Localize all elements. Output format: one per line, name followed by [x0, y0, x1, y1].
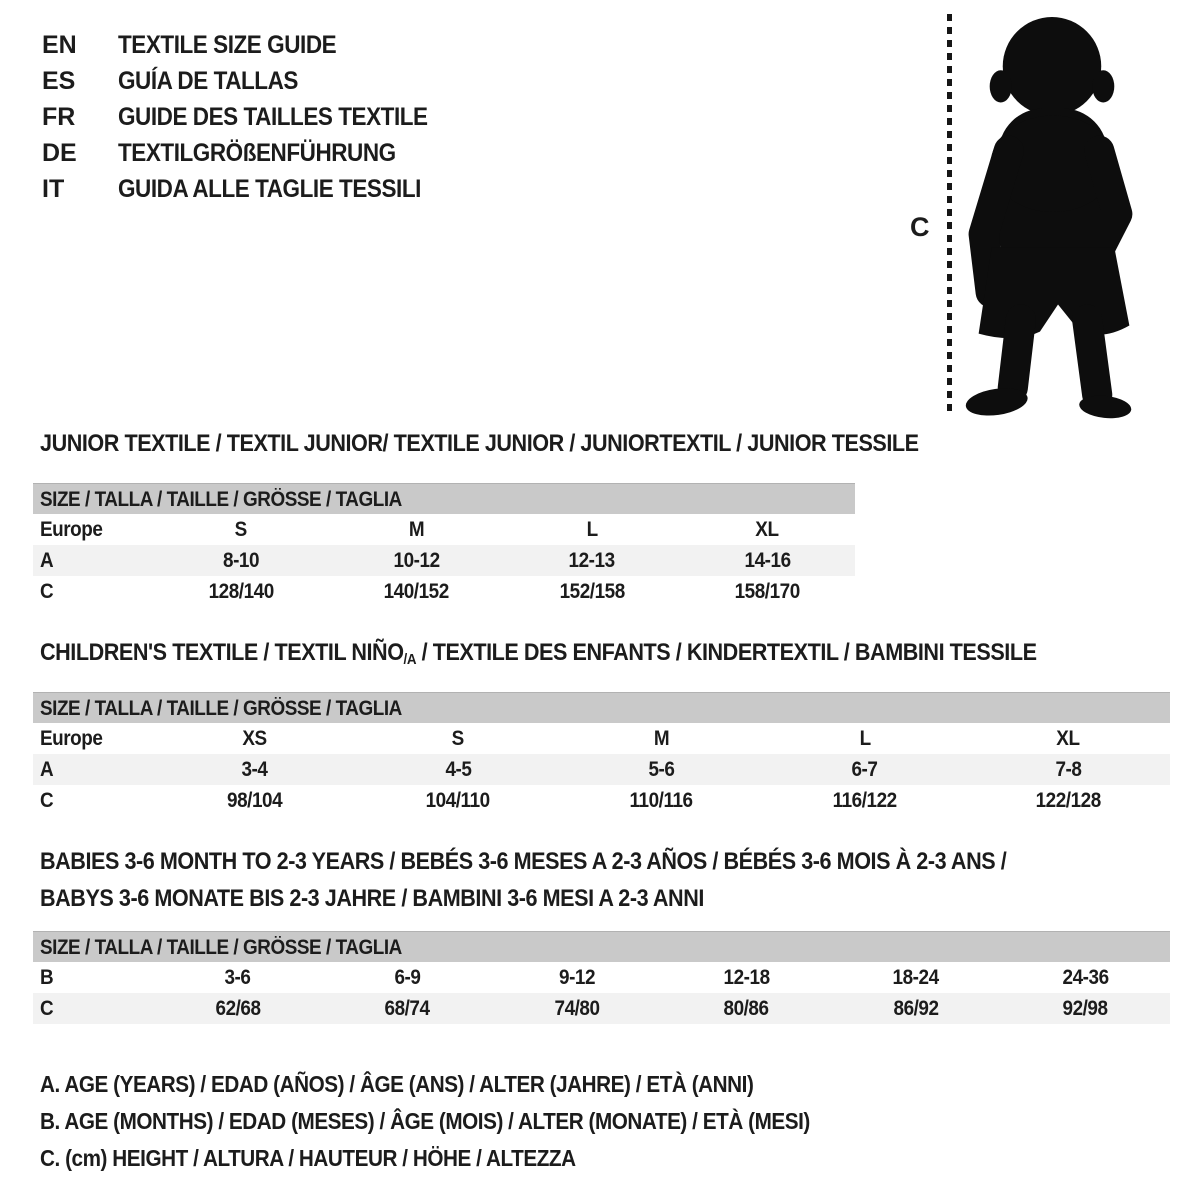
language-title: GUIDA ALLE TAGLIE TESSILI — [118, 174, 421, 203]
table-cell-text: 7-8 — [1055, 758, 1082, 781]
table-cell — [153, 514, 329, 545]
table-row — [33, 754, 1170, 785]
table-cell — [329, 514, 505, 545]
table-cell — [153, 754, 356, 785]
size-header-bar — [33, 692, 1170, 723]
title-segment: BABIES 3-6 MONTH TO 2-3 YEARS / BEBÉS 3-6 MESES A 2-3 AÑOS / BÉBÉS 3-6 MOIS À 2-3 ANS / — [40, 848, 1007, 875]
table-cell-text: 6-9 — [394, 966, 421, 989]
table-cell — [763, 754, 966, 785]
table-cell-text: 3-6 — [224, 966, 251, 989]
language-row — [42, 27, 462, 63]
table-cell-text: 116/122 — [832, 789, 897, 812]
table-cell — [680, 576, 856, 607]
row-label — [33, 785, 153, 816]
table-cell-text: 86/92 — [893, 997, 939, 1020]
size-header-text: SIZE / TALLA / TAILLE / GRÖSSE / TAGLIA — [40, 697, 402, 720]
row-label — [33, 993, 153, 1024]
table-cell — [967, 723, 1170, 754]
table-cell-text: S — [234, 518, 247, 541]
junior-table-title — [40, 425, 1016, 462]
table-cell-text: 122/128 — [1035, 789, 1101, 812]
table-cell — [153, 785, 356, 816]
table-cell — [504, 576, 680, 607]
table-cell-text: 4-5 — [445, 758, 472, 781]
table-cell-text: 18-24 — [892, 966, 939, 989]
table-cell-text: 98/104 — [227, 789, 283, 812]
legend-line — [40, 1066, 895, 1103]
table-row — [33, 514, 855, 545]
table-cell-text: 74/80 — [554, 997, 600, 1020]
table-cell — [329, 576, 505, 607]
babies-table-title — [40, 843, 1114, 917]
row-label — [33, 723, 153, 754]
table-cell — [662, 993, 832, 1024]
table-cell — [504, 514, 680, 545]
section-title-line — [40, 880, 1114, 917]
table-cell — [831, 962, 1001, 993]
legend-line-text: B. AGE (MONTHS) / EDAD (MESES) / ÂGE (MOIS) / ALTER (MONATE) / ETÀ (MESI) — [40, 1108, 810, 1134]
table-cell — [662, 962, 832, 993]
language-title: TEXTILGRÖßENFÜHRUNG — [118, 138, 396, 167]
row-label — [33, 545, 153, 576]
language-title: TEXTILE SIZE GUIDE — [118, 30, 337, 59]
language-title: GUÍA DE TALLAS — [118, 66, 298, 95]
section-title-line — [40, 425, 1016, 462]
figure-measure-label: C — [910, 212, 930, 242]
table-cell-text: XS — [242, 727, 267, 750]
language-title: GUIDE DES TAILLES TEXTILE — [118, 102, 428, 131]
legend-line — [40, 1140, 895, 1177]
table-cell-text: XL — [1056, 727, 1080, 750]
table-cell-text: L — [586, 518, 598, 541]
table-cell — [323, 993, 493, 1024]
language-row — [42, 171, 462, 207]
table-cell — [356, 754, 559, 785]
table-cell-text: S — [452, 727, 465, 750]
table-cell-text: 158/170 — [734, 580, 800, 603]
section-title-line — [40, 634, 1147, 671]
section-title-text — [40, 843, 1006, 880]
baby-silhouette-icon — [958, 8, 1150, 420]
language-code: EN — [42, 30, 77, 59]
table-cell — [1001, 993, 1171, 1024]
table-cell-text: L — [859, 727, 871, 750]
size-header-bar — [33, 931, 1170, 962]
table-cell — [1001, 962, 1171, 993]
junior-size-table — [33, 483, 855, 607]
table-cell — [560, 754, 763, 785]
row-label-text: Europe — [40, 518, 103, 541]
table-cell — [323, 962, 493, 993]
table-row — [33, 993, 1170, 1024]
table-cell-text: 104/110 — [426, 789, 491, 812]
table-cell — [680, 545, 856, 576]
row-label-text: Europe — [40, 727, 103, 750]
title-segment: CHILDREN'S TEXTILE / TEXTIL NIÑO — [40, 639, 404, 666]
table-cell-text: 6-7 — [851, 758, 878, 781]
row-label — [33, 514, 153, 545]
table-cell-text: 14-16 — [744, 549, 791, 572]
row-label-text: B — [40, 966, 54, 989]
table-cell — [329, 545, 505, 576]
table-row — [33, 785, 1170, 816]
table-cell — [492, 993, 662, 1024]
section-title-text — [40, 425, 919, 462]
table-cell-text: 62/68 — [215, 997, 261, 1020]
table-cell — [763, 723, 966, 754]
table-cell-text: 10-12 — [393, 549, 440, 572]
table-cell-text: 5-6 — [648, 758, 675, 781]
table-cell — [153, 962, 323, 993]
language-row — [42, 63, 462, 99]
table-cell — [492, 962, 662, 993]
table-cell — [763, 785, 966, 816]
row-label — [33, 962, 153, 993]
table-cell-text: 8-10 — [222, 549, 259, 572]
language-code: DE — [42, 138, 77, 167]
table-cell — [153, 576, 329, 607]
row-label-text: C — [40, 580, 54, 603]
table-row — [33, 723, 1170, 754]
language-row — [42, 99, 462, 135]
height-measure-dashed-line — [947, 14, 952, 417]
measure-legend — [40, 1066, 895, 1177]
title-segment: / TEXTILE DES ENFANTS / KINDERTEXTIL / BAMBINI TESSILE — [416, 639, 1037, 666]
legend-line-text: C. (cm) HEIGHT / ALTURA / HAUTEUR / HÖHE / ALTEZZA — [40, 1145, 576, 1171]
table-cell-text: 128/140 — [208, 580, 274, 603]
section-title-line — [40, 843, 1114, 880]
size-header-bar — [33, 483, 855, 514]
language-code: FR — [42, 102, 76, 131]
title-segment: BABYS 3-6 MONATE BIS 2-3 JAHRE / BAMBINI 3-6 MESI A 2-3 ANNI — [40, 885, 704, 912]
title-subscript: /A — [403, 652, 417, 669]
table-cell-text: M — [653, 727, 670, 750]
language-header — [42, 27, 462, 207]
size-header-text: SIZE / TALLA / TAILLE / GRÖSSE / TAGLIA — [40, 488, 402, 511]
table-cell — [356, 723, 559, 754]
language-code: IT — [42, 174, 65, 203]
children-table-title — [40, 634, 1147, 671]
table-cell — [560, 723, 763, 754]
babies-size-table — [33, 931, 1170, 1024]
row-label-text: A — [40, 549, 54, 572]
table-cell-text: 68/74 — [384, 997, 430, 1020]
table-cell-text: 92/98 — [1062, 997, 1108, 1020]
table-cell — [831, 993, 1001, 1024]
table-cell-text: 24-36 — [1062, 966, 1109, 989]
section-title-text — [40, 880, 704, 917]
title-segment: JUNIOR TEXTILE / TEXTIL JUNIOR/ TEXTILE JUNIOR / JUNIORTEXTIL / JUNIOR TESSILE — [40, 430, 919, 457]
row-label-text: C — [40, 997, 54, 1020]
section-title-text — [40, 634, 1037, 679]
table-cell-text: XL — [755, 518, 779, 541]
table-cell-text: 9-12 — [558, 966, 595, 989]
language-code: ES — [42, 66, 76, 95]
table-cell — [153, 723, 356, 754]
row-label-text: A — [40, 758, 54, 781]
legend-line-text: A. AGE (YEARS) / EDAD (AÑOS) / ÂGE (ANS) / ALTER (JAHRE) / ETÀ (ANNI) — [40, 1071, 754, 1097]
table-cell — [356, 785, 559, 816]
table-cell-text: 152/158 — [559, 580, 625, 603]
row-label — [33, 754, 153, 785]
table-cell-text: 110/116 — [629, 789, 694, 812]
table-cell — [967, 754, 1170, 785]
table-row — [33, 576, 855, 607]
table-row — [33, 545, 855, 576]
table-cell — [504, 545, 680, 576]
table-row — [33, 962, 1170, 993]
size-header-text: SIZE / TALLA / TAILLE / GRÖSSE / TAGLIA — [40, 936, 402, 959]
table-cell-text: 80/86 — [723, 997, 769, 1020]
children-size-table — [33, 692, 1170, 816]
table-cell — [680, 514, 856, 545]
table-cell-text: 3-4 — [241, 758, 268, 781]
table-cell-text: 12-18 — [723, 966, 770, 989]
table-cell — [560, 785, 763, 816]
row-label-text: C — [40, 789, 54, 812]
language-row — [42, 135, 462, 171]
table-cell — [967, 785, 1170, 816]
table-cell-text: 12-13 — [568, 549, 615, 572]
table-cell-text: 140/152 — [383, 580, 449, 603]
legend-line — [40, 1103, 895, 1140]
row-label — [33, 576, 153, 607]
table-cell — [153, 545, 329, 576]
table-cell-text: M — [408, 518, 424, 541]
table-cell — [153, 993, 323, 1024]
